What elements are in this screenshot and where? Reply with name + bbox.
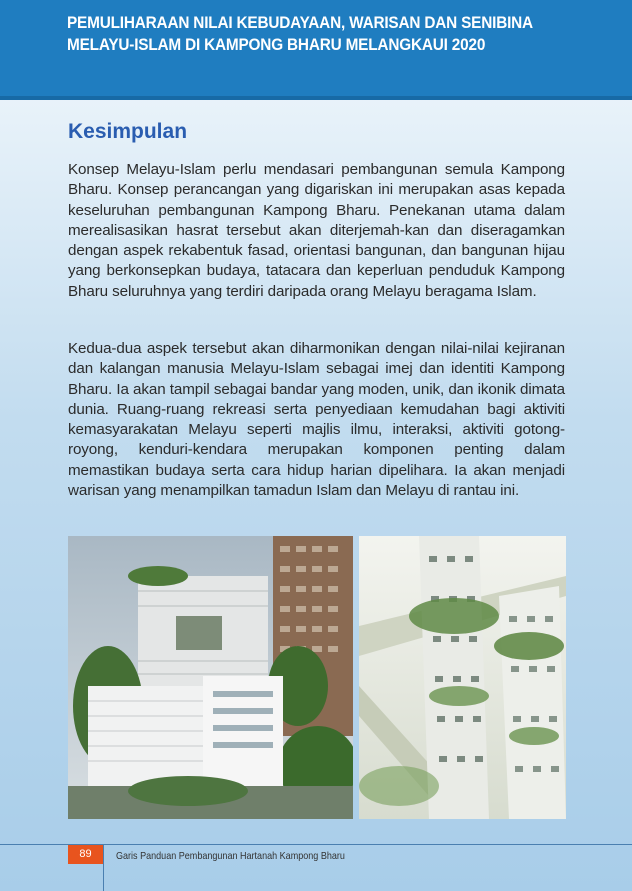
page-number: 89 [68,845,103,864]
building-render-image-left [68,536,353,819]
paragraph-2: Kedua-dua aspek tersebut akan diharmonikan dengan nilai-nilai kejiranan dan kalangan manusia Melayu-Islam sebagai imej dan identiti Kampong Bharu. Ia akan tampil sebagai bandar yang moden, unik, dan ikonik dimata dunia. Ruang-ruang rekreasi serta penyediaan kemudahan bagi aktiviti kemasyarakatan Melayu seperti majlis ilmu, interaksi, aktiviti gotong-royong, kenduri-kendara merupakan komponen penting dalam memastikan budaya serta cara hidup harian dipelihara. Ia akan menjadi warisan yang menampilkan tamadun Islam dan Melayu di rantau ini. [68,340,565,500]
building-render-image-right [359,536,566,819]
header-banner [0,0,632,100]
footer-text: Garis Panduan Pembangunan Hartanah Kampong Bharu [116,850,345,862]
paragraph-1: Konsep Melayu-Islam perlu mendasari pembangunan semula Kampong Bharu. Konsep perancangan yang digariskan ini merupakan asas kepada keseluruhan pembangunan Kampong Bharu. Penekanan utama dalam merealisasikan hasrat tersebut akan diterjemah-kan dan diseragamkan dengan aspek rekabentuk fasad, orientasi bangunan, dan bangunan hijau yang berkonsepkan budaya, tatacara dan keperluan penduduk Kampong Bharu seluruhnya yang terdiri daripada orang Melayu beragama Islam. [68,161,565,300]
document-title: PEMULIHARAAN NILAI KEBUDAYAAN, WARISAN DAN SENIBINA MELAYU-ISLAM DI KAMPONG BHARU MELANGKAUI 2020 [67,14,533,54]
footer-vertical-divider [103,844,104,891]
section-heading: Kesimpulan [68,120,188,143]
